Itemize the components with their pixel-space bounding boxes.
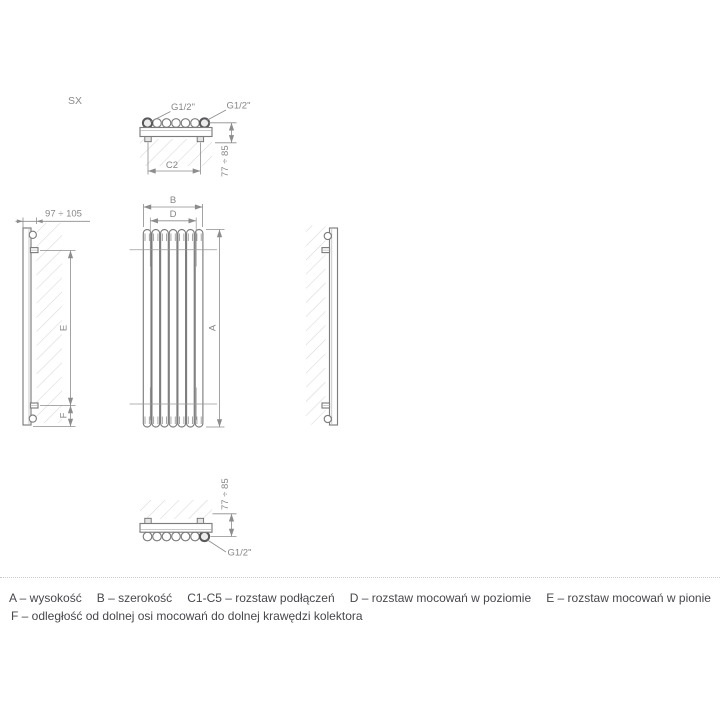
leader-line (208, 540, 227, 552)
dimension-label-depth-bottom: 77 ÷ 85 (220, 478, 231, 510)
legend-item-bottom-offset: F – odległość od dolnej osi mocowań do dolnej krawędzi kolektora (11, 609, 363, 623)
tube-ends (143, 118, 209, 127)
mounting-knob (324, 232, 331, 239)
left-side-view (16, 209, 91, 427)
radiator-side-profile (23, 228, 31, 425)
legend-item-connection-spacing: C1-C5 – rozstaw podłączeń (187, 591, 335, 605)
wall-hatch-left-view (37, 223, 63, 423)
legend-item-mount-vertical: E – rozstaw mocowań w pionie (546, 591, 711, 605)
mounting-foot (197, 518, 203, 523)
dimension-label-b: B (169, 195, 177, 206)
mounting-foot (197, 137, 203, 142)
dimension-label-depth-range: 97 ÷ 105 (45, 208, 82, 220)
mounting-knob (324, 415, 331, 422)
bottom-view (140, 478, 251, 558)
wall-hatch-right-view (306, 226, 326, 425)
dimension-a (206, 230, 225, 428)
mounting-knob (29, 415, 36, 422)
leader-line (207, 110, 227, 121)
tube-ends (143, 532, 209, 541)
collector-bar (140, 524, 212, 533)
dimension-label-a: A (207, 324, 219, 332)
legend-item-mount-horizontal: D – rozstaw mocowań w poziomie (349, 591, 532, 605)
mounting-foot (145, 137, 151, 142)
dimension-label-depth-top: 77 ÷ 85 (220, 145, 231, 177)
dimension-label-d: D (169, 209, 177, 220)
dimension-label-c2: C2 (165, 160, 179, 171)
dimension-legend (0, 591, 720, 623)
connection-label-bottom: G1/2" (227, 547, 252, 559)
legend-row-1 (0, 591, 720, 605)
legend-row-2 (0, 609, 720, 623)
front-view (130, 195, 225, 427)
dimension-label-e: E (58, 324, 70, 332)
variant-label: SX (68, 95, 83, 107)
radiator-side-profile (330, 228, 338, 425)
legend-separator (0, 577, 720, 578)
right-side-view (306, 226, 338, 426)
dimension-d (150, 209, 196, 221)
legend-item-height: A – wysokość (9, 591, 82, 605)
top-view (140, 101, 250, 178)
dimension-label-f: F (58, 412, 70, 419)
collector-bar (140, 128, 212, 137)
wall-hatch-bottom-view (140, 500, 212, 519)
connection-fitting-left (143, 118, 152, 127)
mounting-knob (29, 231, 36, 238)
dimension-depth-bottom (211, 478, 237, 536)
legend-item-width: B – szerokość (96, 591, 173, 605)
mounting-foot (145, 518, 151, 523)
radiator-tubes (143, 230, 203, 428)
connection-label-top-right: G1/2" (226, 100, 251, 112)
connection-label-top-left: G1/2" (171, 102, 195, 113)
